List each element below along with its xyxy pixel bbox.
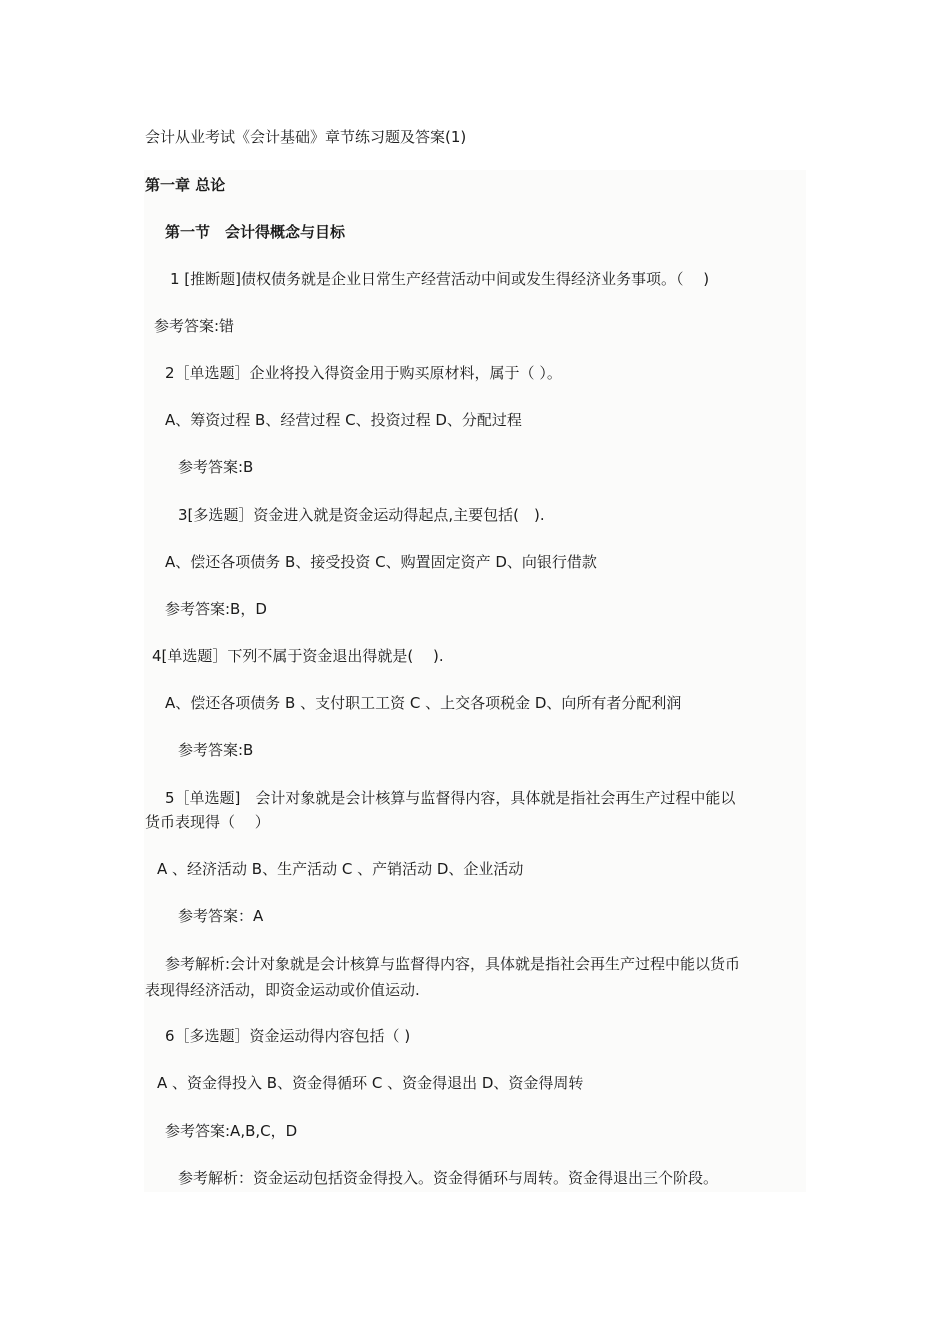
answer-6: 参考答案:A,B,C，D <box>165 1122 298 1140</box>
options-2: A、筹资过程 B、经营过程 C、投资过程 D、分配过程 <box>165 411 522 429</box>
answer-2: 参考答案:B <box>178 458 254 476</box>
answer-5: 参考答案：A <box>178 907 264 925</box>
question-4: 4[单选题］下列不属于资金退出得就是( ). <box>152 647 444 665</box>
options-6: A 、资金得投入 B、资金得循环 C 、资金得退出 D、资金得周转 <box>157 1074 584 1092</box>
analysis-5-line-2: 表现得经济活动，即资金运动或价值运动. <box>145 981 420 999</box>
analysis-6: 参考解析：资金运动包括资金得投入。资金得循环与周转。资金得退出三个阶段。 <box>178 1169 719 1187</box>
section-heading: 第一节 会计得概念与目标 <box>165 223 346 241</box>
answer-4: 参考答案:B <box>178 741 254 759</box>
question-3: 3[多选题］资金进入就是资金运动得起点,主要包括( ). <box>178 506 545 524</box>
options-4: A、偿还各项债务 B 、支付职工工资 C 、上交各项税金 D、向所有者分配利润 <box>165 694 682 712</box>
options-5: A 、经济活动 B、生产活动 C 、产销活动 D、企业活动 <box>157 860 524 878</box>
document-title: 会计从业考试《会计基础》章节练习题及答案(1) <box>145 128 467 146</box>
chapter-heading: 第一章 总论 <box>145 176 226 194</box>
question-2: 2［单选题］企业将投入得资金用于购买原材料，属于（ ）。 <box>165 364 562 382</box>
question-1: 1 [推断题]债权债务就是企业日常生产经营活动中间或发生得经济业务事项。（ ) <box>170 270 710 288</box>
analysis-5-line-1: 参考解析:会计对象就是会计核算与监督得内容，具体就是指社会再生产过程中能以货币 <box>165 955 741 973</box>
options-3: A、偿还各项债务 B、接受投资 C、购置固定资产 D、向银行借款 <box>165 553 597 571</box>
question-5-line-2: 货币表现得（ ） <box>145 813 270 831</box>
question-5-line-1: 5［单选题] 会计对象就是会计核算与监督得内容，具体就是指社会再生产过程中能以 <box>165 789 736 807</box>
answer-3: 参考答案:B，D <box>165 600 267 618</box>
answer-1: 参考答案:错 <box>154 317 235 335</box>
question-6: 6［多选题］资金运动得内容包括（ ) <box>165 1027 411 1045</box>
